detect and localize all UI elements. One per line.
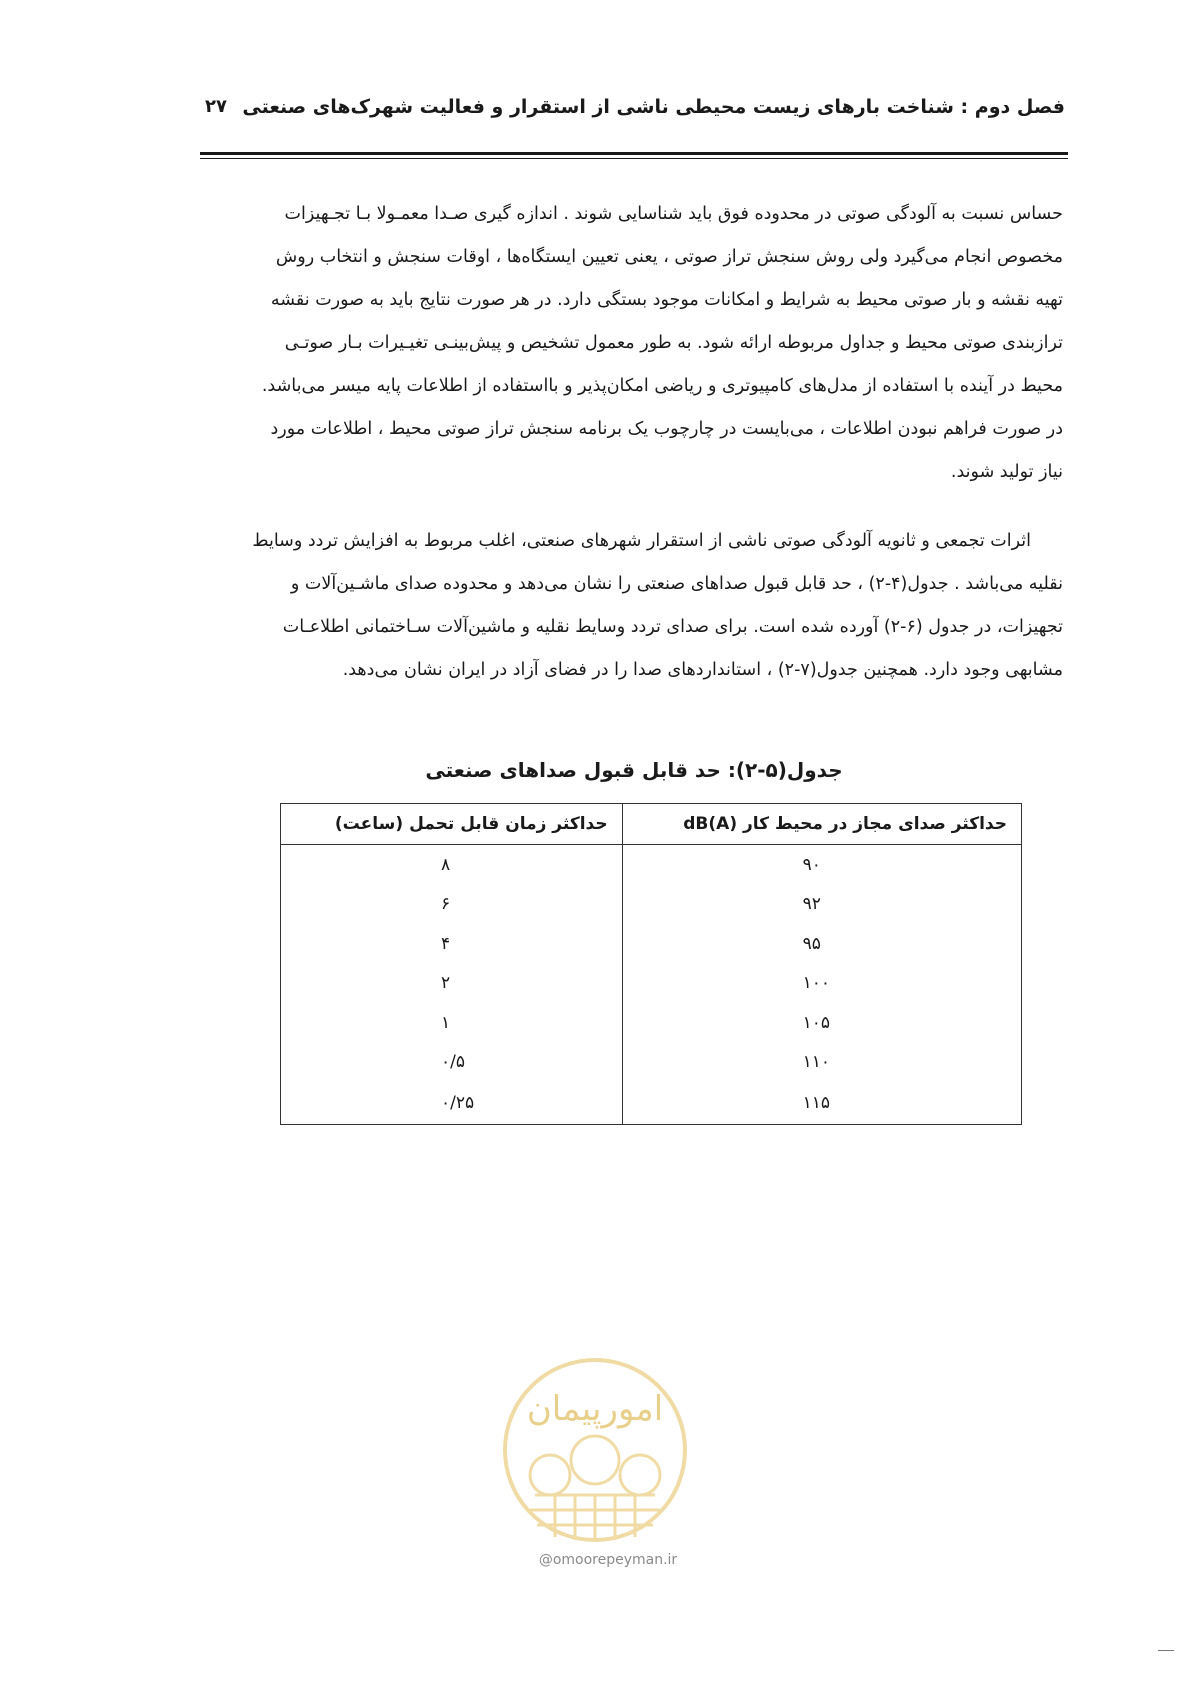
table-row (281, 1043, 1022, 1083)
table-row (281, 845, 1022, 885)
paragraph-line: تهیه نقشه و بار صوتی محیط به شرایط و امکانات موجود بستگی دارد. در هر صورت نتایج باید به صورت نقشه (270, 290, 1063, 310)
cell-duration: ۰/۲۵ (281, 1082, 623, 1125)
cell-duration: ۰/۵ (281, 1043, 623, 1083)
paragraph-line: مخصوص انجام می‌گیرد ولی روش سنجش تراز صوتی ، یعنی تعیین ایستگاه‌ها ، اوقات سنجش و انتخاب روش (275, 247, 1063, 267)
paragraph-line: اثرات تجمعی و ثانویه آلودگی صوتی ناشی از استقرار شهرهای صنعتی، اغلب مربوط به افزایش تردد وسایط (252, 531, 1031, 551)
watermark-url: @omoorepeyman.ir (538, 1552, 678, 1568)
paragraph-line: حساس نسبت به آلودگی صوتی در محدوده فوق باید شناسایی شوند . اندازه گیری صـدا معمـولا بـا تجـهیزات (284, 204, 1063, 224)
table-caption: جدول(۵-۲): حد قابل قبول صداهای صنعتی (425, 758, 843, 782)
paragraph-line: ترازبندی صوتی محیط و جداول مربوطه ارائه شود. به طور معمول تشخیص و پیش‌بینـی تغیـیرات بـار صوتـی (284, 333, 1063, 353)
cell-duration: ۶ (281, 885, 623, 925)
paragraph-line: محیط در آینده با استفاده از مدل‌های کامپیوتری و ریاضی امکان‌پذیر و بااستفاده از اطلاعات پایه میسر می‌باشد. (261, 376, 1063, 396)
paragraph-2 (205, 520, 1063, 692)
page-header (205, 96, 1065, 126)
watermark-logo-text: امورپیمان (526, 1389, 664, 1429)
table-row (281, 1003, 1022, 1043)
corner-mark (1158, 1650, 1174, 1651)
table-row (281, 1082, 1022, 1125)
paragraph-line: نقلیه می‌باشد . جدول(۴-۲) ، حد قابل قبول صداهای صنعتی را نشان می‌دهد و محدوده صدای ماشـین‌آلات و (290, 574, 1063, 594)
cell-noise-level: ۱۰۰ (622, 964, 1021, 1004)
column-header-max-noise: حداکثر صدای مجاز در محیط کار dB(A) (622, 804, 1021, 845)
noise-limits-table (280, 803, 1022, 1125)
table-row (281, 885, 1022, 925)
header-rule-thin (200, 158, 1068, 159)
paragraph-line: نیاز تولید شوند. (950, 462, 1063, 482)
cell-noise-level: ۹۵ (622, 924, 1021, 964)
table-row (281, 924, 1022, 964)
chapter-title: فصل دوم : شناخت بارهای زیست محیطی ناشی از استقرار و فعالیت شهرک‌های صنعتی (242, 96, 1065, 118)
column-header-max-duration: حداکثر زمان قابل تحمل (ساعت) (281, 804, 623, 845)
table-row (281, 964, 1022, 1004)
cell-noise-level: ۱۰۵ (622, 1003, 1021, 1043)
table-header-row (281, 804, 1022, 845)
paragraph-line: تجهیزات، در جدول (۶-۲) آورده شده است. برای صدای تردد وسایط نقلیه و ماشین‌آلات سـاختمانی اطلاعـات (282, 617, 1063, 637)
cell-noise-level: ۹۲ (622, 885, 1021, 925)
cell-duration: ۲ (281, 964, 623, 1004)
cell-noise-level: ۱۱۵ (622, 1082, 1021, 1125)
paragraph-line: در صورت فراهم نبودن اطلاعات ، می‌بایست در چارچوب یک برنامه سنجش تراز صوتی محیط ، اطلاعات مورد (270, 419, 1063, 439)
cell-duration: ۱ (281, 1003, 623, 1043)
cell-duration: ۸ (281, 845, 623, 885)
cell-duration: ۴ (281, 924, 623, 964)
page-number: ۲۷ (205, 96, 227, 117)
cell-noise-level: ۱۱۰ (622, 1043, 1021, 1083)
cell-noise-level: ۹۰ (622, 845, 1021, 885)
header-rule-thick (200, 152, 1068, 155)
watermark-logo-icon (495, 1345, 695, 1575)
paragraph-line: مشابهی وجود دارد. همچنین جدول(۷-۲) ، استانداردهای صدا را در فضای آزاد در ایران نشان می‌دهد. (342, 660, 1063, 680)
paragraph-1 (205, 193, 1063, 494)
